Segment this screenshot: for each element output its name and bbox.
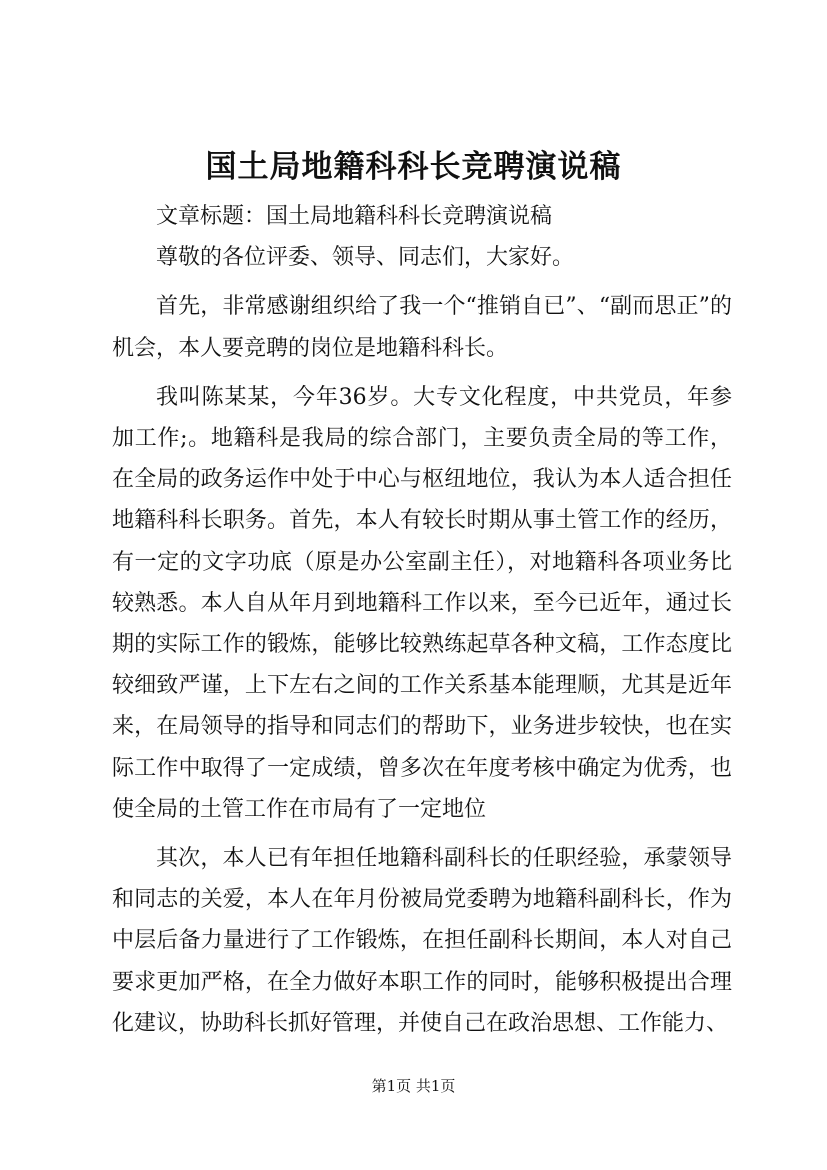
page-number-footer: 第1页 共1页 — [371, 1077, 456, 1095]
article-title-line: 文章标题：国土局地籍科科长竞聘演说稿 — [156, 204, 553, 229]
body-paragraph: 我叫陈某某，今年36岁。大专文化程度，中共党员，年参加工作;。地籍科是我局的综合部门，主要负责全局的等工作，在全局的政务运作中处于中心与枢纽地位，我认为本人适合担任地籍科科长职务。首先，本人有较长时期从事土管工作的经历，有一定的文字功底（原是办公室副主任），对地籍科各项业务比较熟悉。本人自从年月到地籍科工作以来，至今已近年，通过长期的实际工作的锻炼，能够比较熟练起草各种文稿，工作态度比较细致严谨，上下左右之间的工作关系基本能理顺，尤其是近年来，在局领导的指导和同志们的帮助下，业务进步较快，也在实际工作中取得了一定成绩，曾多次在年度考核中确定为优秀，也使全局的土管工作在市局有了一定地位 — [112, 384, 732, 822]
body-paragraph: 其次，本人已有年担任地籍科副科长的任职经验，承蒙领导和同志的关爱，本人在年月份被局党委聘为地籍科副科长，作为中层后备力量进行了工作锻炼，在担任副科长期间，本人对自己要求更加严格，在全力做好本职工作的同时，能够积极提出合理化建议，协助科长抓好管理，并使自己在政治思想、工作能力、 — [112, 846, 732, 1036]
document-body — [112, 196, 732, 1044]
greeting-paragraph: 尊敬的各位评委、领导、同志们，大家好。 — [156, 245, 575, 271]
body-paragraph: 首先，非常感谢组织给了我一个“推销自已”、“副而思正”的机会，本人要竞聘的岗位是地籍科科长。 — [112, 294, 732, 361]
document-title: 国土局地籍科科长竞聘演说稿 — [205, 149, 622, 185]
